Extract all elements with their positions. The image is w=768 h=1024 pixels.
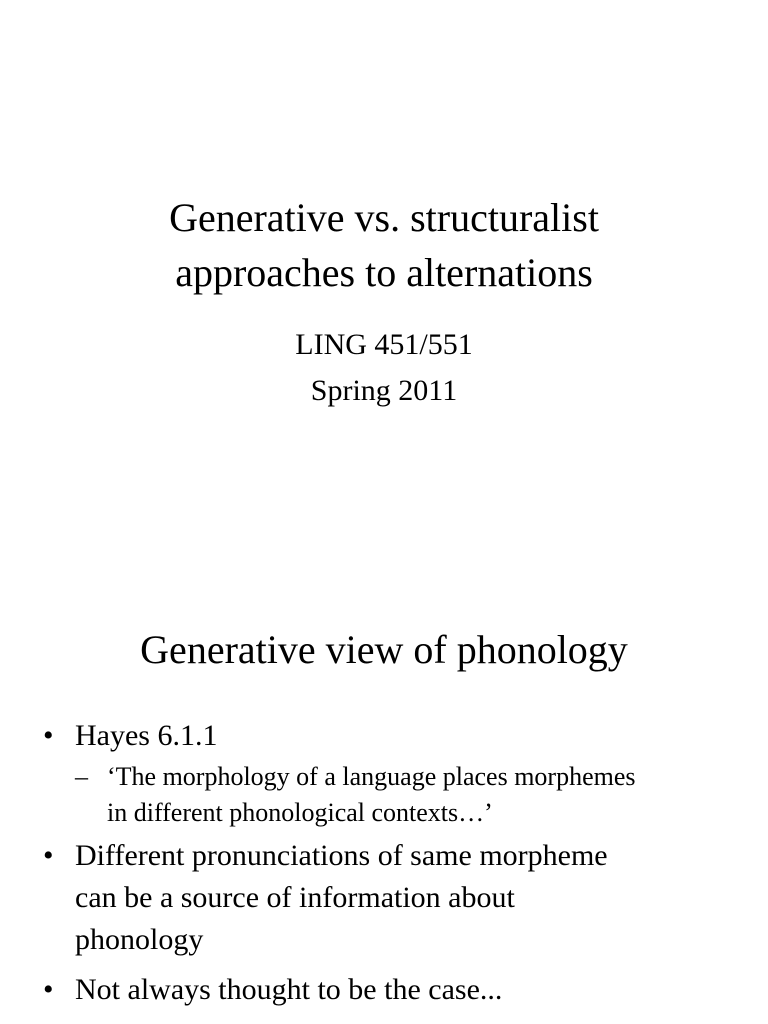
- term: Spring 2011: [310, 374, 458, 407]
- sub-bullet-item: [43, 759, 743, 831]
- bullet-item: [43, 969, 743, 1011]
- bullet-text-line-3: phonology: [75, 923, 204, 956]
- presentation-title: [0, 190, 768, 300]
- bullet-marker: •: [43, 973, 54, 1006]
- bullet-item: [43, 715, 743, 757]
- bullet-text-line-2: can be a source of information about: [75, 881, 515, 914]
- presentation-subtitle: [0, 322, 768, 414]
- presentation-title-line-1: Generative vs. structuralist: [169, 195, 599, 240]
- sub-bullet-marker: –: [75, 762, 88, 791]
- bullet-item: [43, 835, 743, 961]
- bullet-marker: •: [43, 839, 54, 872]
- sub-bullet-text-line-2: in different phonological contexts…’: [107, 798, 493, 827]
- bullet-list: [43, 715, 743, 1011]
- bullet-text: Hayes 6.1.1: [75, 719, 218, 752]
- presentation-title-line-2: approaches to alternations: [175, 250, 593, 295]
- slide-title: Generative view of phonology: [140, 627, 628, 672]
- bullet-text-line-1: Different pronunciations of same morpheme: [75, 839, 608, 872]
- title-slide: [0, 190, 768, 414]
- course-code: LING 451/551: [295, 328, 473, 361]
- sub-bullet-text-line-1: ‘The morphology of a language places morphemes: [107, 762, 636, 791]
- bullet-text: Not always thought to be the case...: [75, 973, 503, 1006]
- bullet-marker: •: [43, 719, 54, 752]
